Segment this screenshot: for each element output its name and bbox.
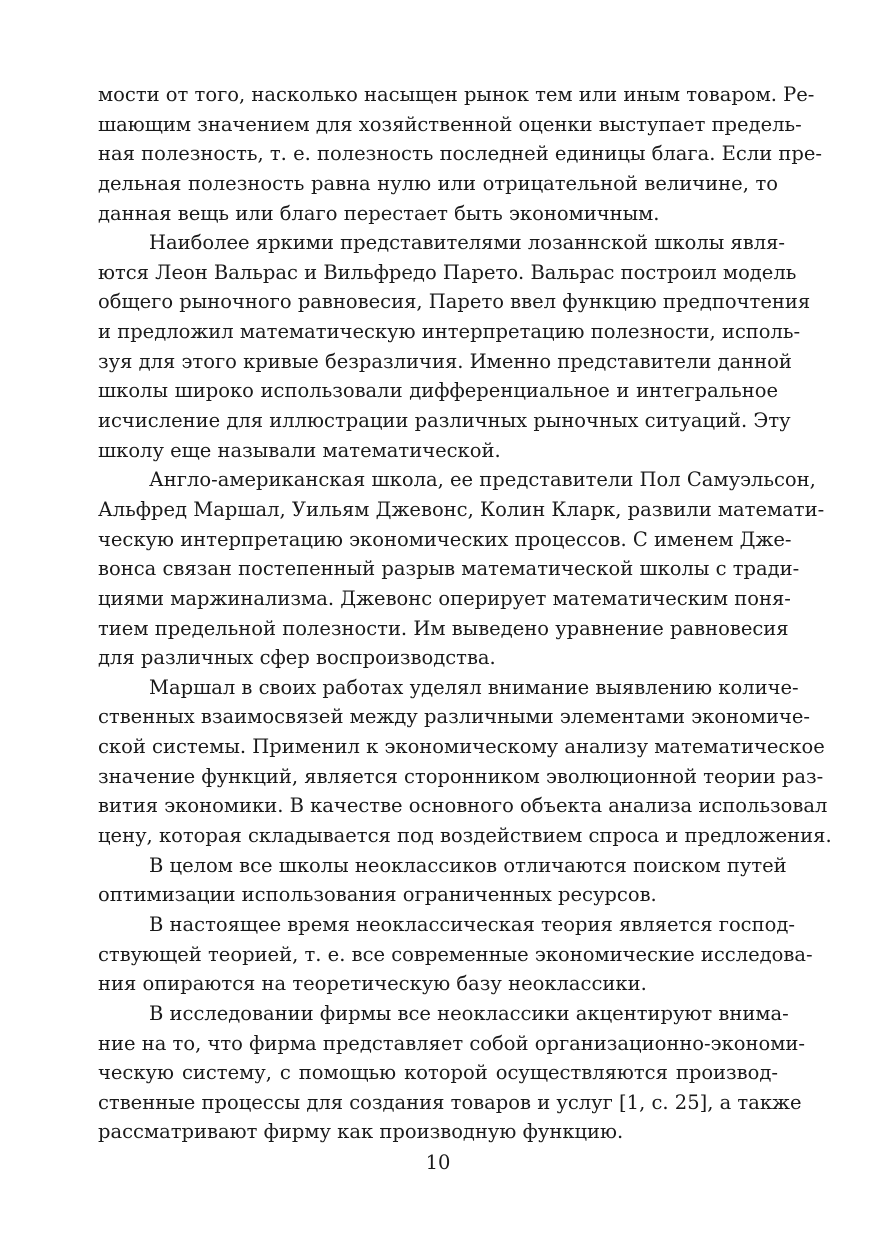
text-line: общего рыночного равновесия, Парето ввел функцию предпочтения [98, 290, 811, 314]
text-line: ются Леон Вальрас и Вильфредо Парето. Вальрас построил модель [98, 260, 797, 284]
paragraph-lausanne-school [98, 228, 811, 465]
text-line: В исследовании фирмы все неоклассики акцентируют внима- [149, 1001, 789, 1025]
text-line: шающим значением для хозяйственной оценки выступает предель- [98, 112, 802, 136]
text-line: ческую систему, с помощью которой осуществляются производ- [98, 1061, 778, 1085]
text-line: значение функций, является сторонником эволюционной теории раз- [98, 764, 824, 788]
paragraph-marginal-utility [98, 80, 823, 228]
paragraph-dominant-theory [98, 910, 813, 999]
text-line: Наиболее яркими представителями лозаннской школы явля- [149, 231, 785, 255]
text-line: ческую интерпретацию экономических процессов. С именем Дже- [98, 527, 792, 551]
text-line: ние на то, что фирма представляет собой организационно-экономи- [98, 1031, 805, 1055]
text-line: циями маржинализма. Джевонс оперирует математическим поня- [98, 586, 791, 610]
text-line: данная вещь или благо перестает быть экономичным. [98, 201, 660, 225]
text-line: рассматривают фирму как производную функцию. [98, 1120, 624, 1144]
text-line: В настоящее время неоклассическая теория является господ- [149, 912, 795, 936]
text-line: В целом все школы неоклассиков отличаются поиском путей [149, 853, 787, 877]
text-line: дельная полезность равна нулю или отрицательной величине, то [98, 171, 778, 195]
paragraph-anglo-american-school [98, 465, 825, 672]
text-line: вонса связан постепенный разрыв математической школы с тради- [98, 557, 800, 581]
text-line: ственные процессы для создания товаров и услуг [1, с. 25], а также [98, 1090, 802, 1114]
text-line: для различных сфер воспроизводства. [98, 646, 496, 670]
text-line: вития экономики. В качестве основного объекта анализа использовал [98, 794, 828, 818]
text-line: цену, которая складывается под воздействием спроса и предложения. [98, 824, 832, 848]
text-line: и предложил математическую интерпретацию полезности, исполь- [98, 320, 801, 344]
text-line: ской системы. Применил к экономическому анализу математическое [98, 735, 825, 759]
text-line: исчисление для иллюстрации различных рыночных ситуаций. Эту [98, 409, 791, 433]
paragraph-neoclassical-schools [98, 851, 787, 910]
text-line: школу еще называли математической. [98, 438, 501, 462]
text-line: Маршал в своих работах уделял внимание выявлению количе- [149, 675, 799, 699]
page-number: 10 [425, 1151, 451, 1174]
text-line: Альфред Маршал, Уильям Джевонс, Колин Кларк, развили математи- [98, 497, 825, 521]
text-line: ная полезность, т. е. полезность последней единицы блага. Если пре- [98, 142, 823, 166]
page-body [98, 80, 832, 1147]
text-line: ствующей теорией, т. е. все современные экономические исследова- [98, 942, 813, 966]
text-line: оптимизации использования ограниченных ресурсов. [98, 883, 657, 907]
text-line: зуя для этого кривые безразличия. Именно представители данной [98, 349, 792, 373]
text-line: школы широко использовали дифференциальное и интегральное [98, 379, 778, 403]
text-line: ния опираются на теоретическую базу неоклассики. [98, 972, 647, 996]
paragraph-marshall [98, 673, 832, 851]
paragraph-firm-research [98, 999, 805, 1147]
text-line: ственных взаимосвязей между различными элементами экономиче- [98, 705, 810, 729]
text-line: Англо-американская школа, ее представители Пол Самуэльсон, [149, 468, 816, 492]
text-line: тием предельной полезности. Им выведено уравнение равновесия [98, 616, 789, 640]
text-line: мости от того, насколько насыщен рынок тем или иным товаром. Ре- [98, 83, 815, 106]
